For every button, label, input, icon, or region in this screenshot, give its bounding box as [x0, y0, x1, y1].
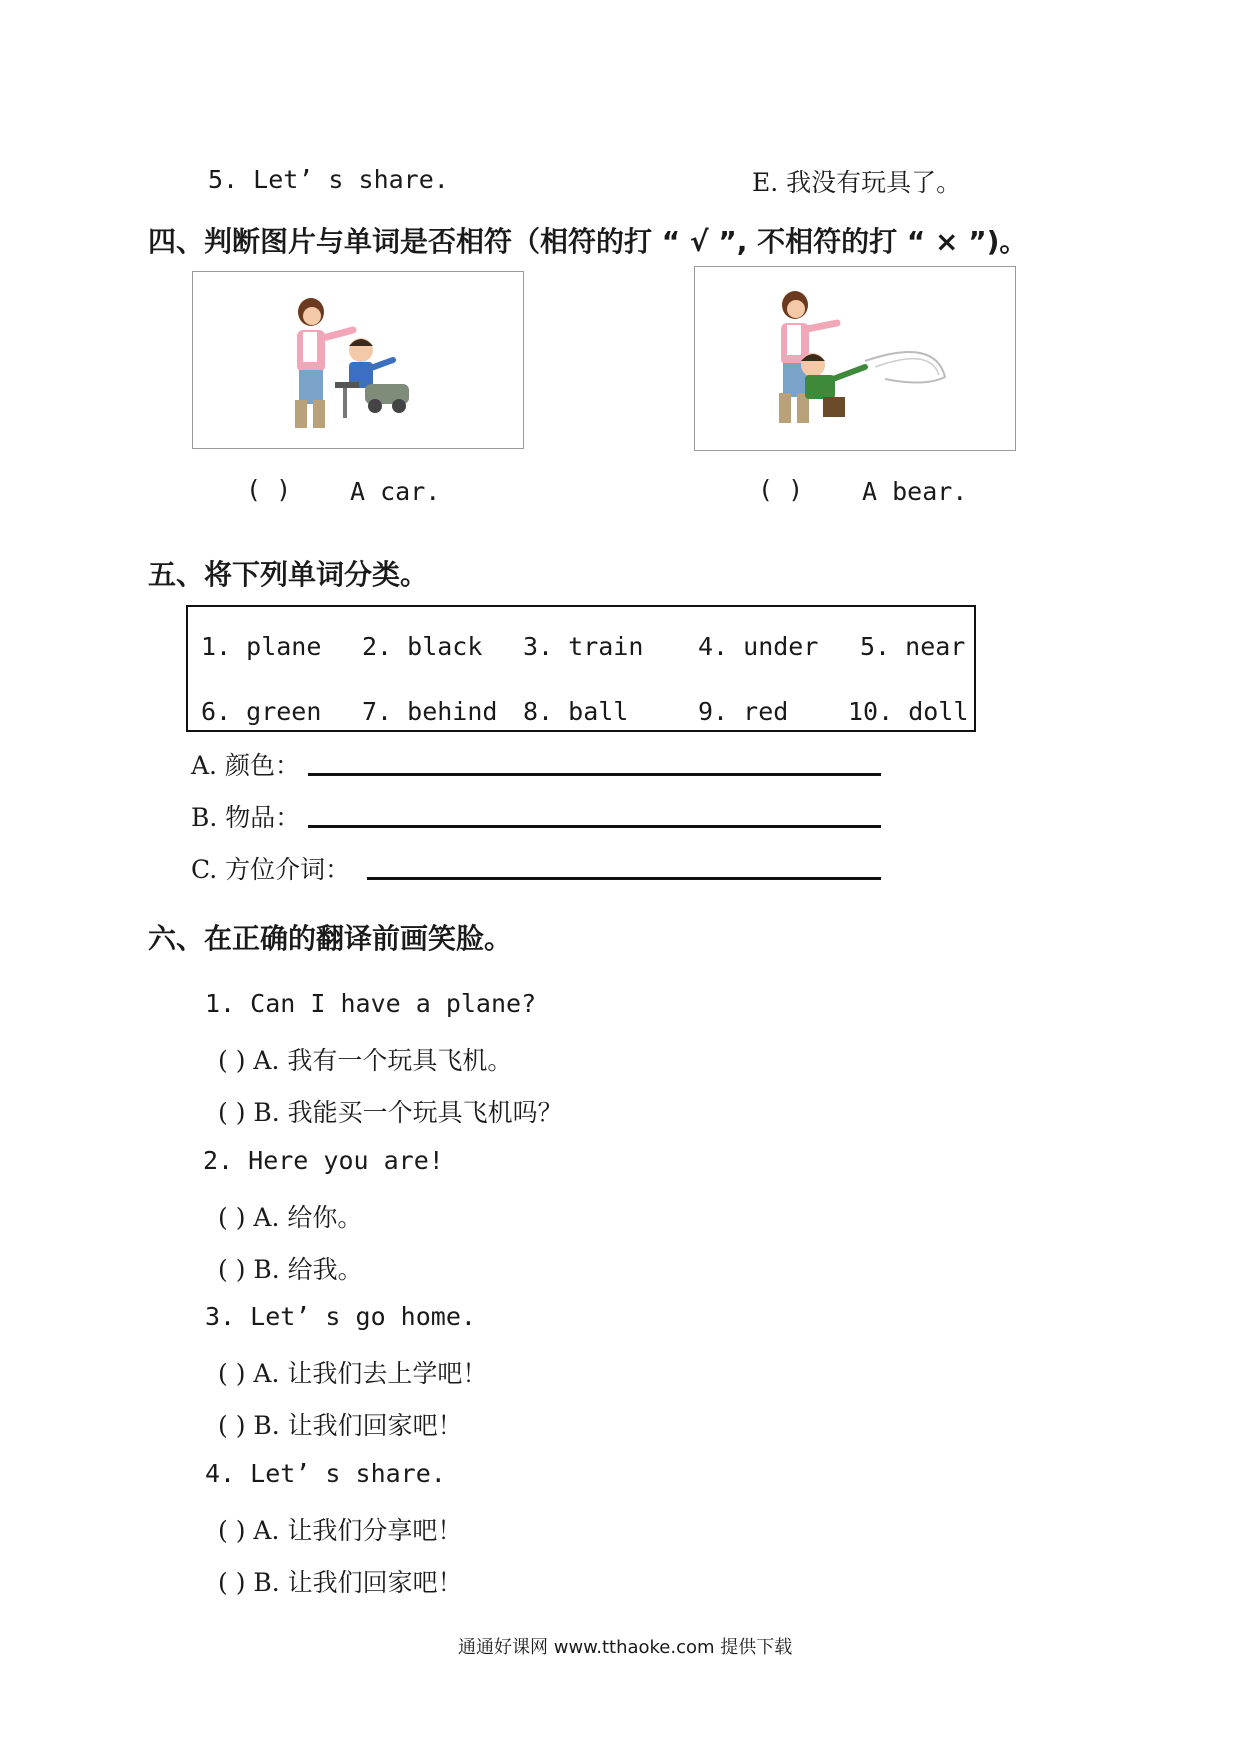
question-prompt: 1. Can I have a plane? [205, 989, 537, 1018]
match-item-left: 5. Let’ s share. [208, 165, 449, 194]
option-line[interactable]: ( ) A. 让我们去上学吧！ [218, 1359, 488, 1388]
category-label-objects: B. 物品： [191, 803, 301, 832]
teacher-and-boy-with-toy-plane-illustration [695, 267, 1015, 450]
option-line[interactable]: ( ) A. 给你。 [218, 1203, 363, 1232]
picture-frame-2 [694, 266, 1016, 451]
word-item: 3. train [523, 632, 644, 661]
option-line[interactable]: ( ) B. 我能买一个玩具飞机吗？ [218, 1098, 563, 1127]
answer-bracket-2[interactable]: ( ) [758, 475, 804, 504]
word-item: 7. behind [362, 697, 498, 726]
section-4-title: 四、判断图片与单词是否相符（相符的打 “ √ ”, 不相符的打 “ × ”)。 [148, 225, 1028, 258]
section-6-title: 六、在正确的翻译前画笑脸。 [148, 922, 513, 955]
answer-line-objects[interactable] [308, 825, 881, 828]
option-line[interactable]: ( ) B. 让我们回家吧！ [218, 1568, 463, 1597]
question-prompt: 4. Let’ s share. [205, 1459, 446, 1488]
option-line[interactable]: ( ) A. 我有一个玩具飞机。 [218, 1046, 513, 1075]
answer-line-prepositions[interactable] [367, 877, 881, 880]
teacher-and-boy-with-toy-car-illustration [193, 272, 523, 448]
page-footer: 通通好课网 www.tthaoke.com 提供下载 [458, 1637, 793, 1658]
question-prompt: 3. Let’ s go home. [205, 1302, 476, 1331]
word-item: 8. ball [523, 697, 629, 726]
question-prompt: 2. Here you are! [203, 1146, 444, 1175]
word-item: 5. near [860, 632, 966, 661]
answer-label-2: A bear. [862, 477, 968, 506]
section-5-title: 五、将下列单词分类。 [148, 558, 429, 591]
category-label-prepositions: C. 方位介词： [191, 855, 351, 884]
word-item: 9. red [698, 697, 789, 726]
category-label-colors: A. 颜色： [191, 751, 300, 780]
match-item-right: E. 我没有玩具了。 [752, 168, 962, 197]
word-item: 2. black [362, 632, 483, 661]
word-item: 4. under [698, 632, 819, 661]
answer-bracket-1[interactable]: ( ) [246, 475, 292, 504]
option-line[interactable]: ( ) B. 给我。 [218, 1255, 363, 1284]
word-item: 10. doll [848, 697, 969, 726]
picture-frame-1 [192, 271, 524, 449]
word-item: 6. green [201, 697, 322, 726]
answer-line-colors[interactable] [308, 773, 881, 776]
option-line[interactable]: ( ) B. 让我们回家吧！ [218, 1411, 463, 1440]
answer-label-1: A car. [350, 477, 441, 506]
word-item: 1. plane [201, 632, 322, 661]
option-line[interactable]: ( ) A. 让我们分享吧！ [218, 1516, 463, 1545]
